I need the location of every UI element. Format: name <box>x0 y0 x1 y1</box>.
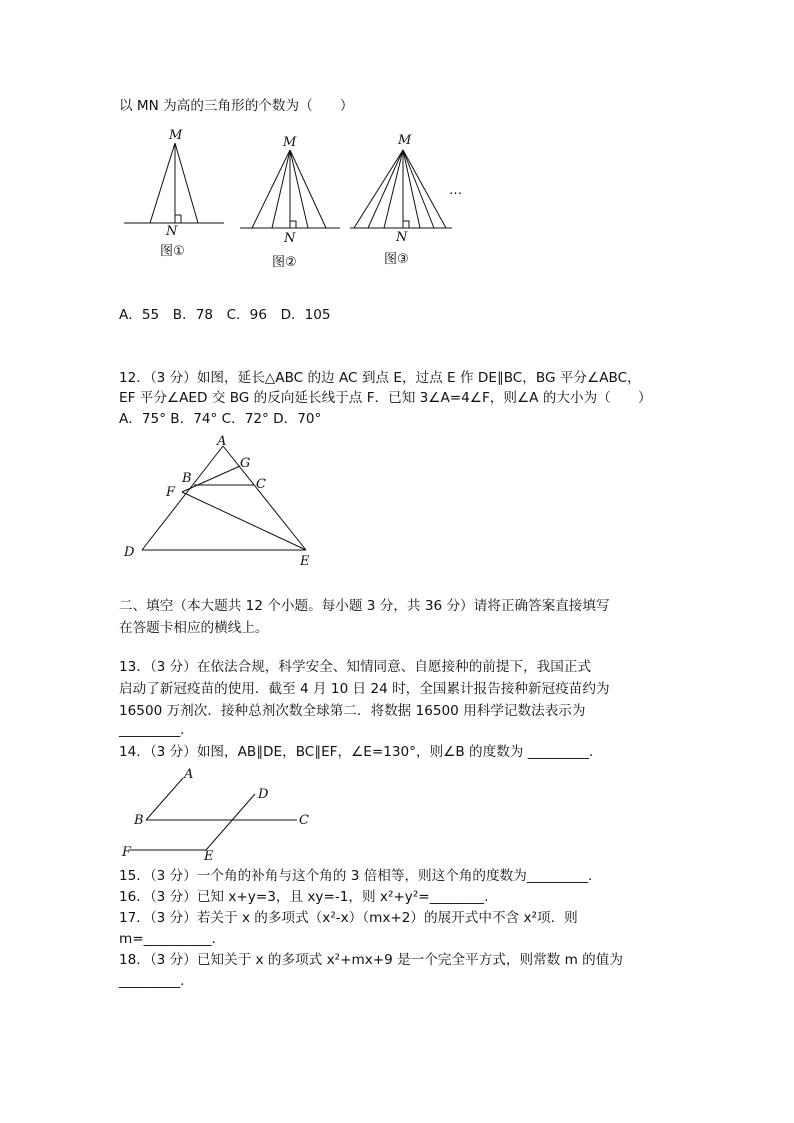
q12-options: A．75° B．74° C．72° D．70° <box>119 411 322 427</box>
q14-figure <box>120 764 320 864</box>
caption-fig3: 图③ <box>384 252 409 267</box>
label-M: M <box>398 133 412 148</box>
q13-line1: 13．（3 分）在依法合规，科学安全、知情同意、自愿接种的前提下，我国正式 <box>119 659 592 675</box>
q15-text: 15．（3 分）一个角的补角与这个角的 3 倍相等，则这个角的度数为_________. <box>119 868 593 884</box>
q11-stem: 以 MN 为高的三角形的个数为（ ） <box>119 98 354 114</box>
label-B: B <box>134 813 144 828</box>
q12-line2: EF 平分∠AED 交 BG 的反向延长线于点 F．已知 3∠A=4∠F，则∠A 的大小为（ ） <box>119 390 652 406</box>
q11-figure-2 <box>238 130 348 275</box>
q13-line3: 16500 万剂次．接种总剂次数全球第二．将数据 16500 用科学记数法表示为 <box>119 703 586 719</box>
label-B: B <box>182 471 192 486</box>
label-M: M <box>169 128 183 143</box>
label-A: A <box>217 434 227 449</box>
label-N: N <box>396 230 408 245</box>
q13-answer-blank: _________. <box>119 722 185 738</box>
label-C: C <box>256 477 266 492</box>
q18-line1: 18．（3 分）已知关于 x 的多项式 x²+mx+9 是一个完全平方式，则常数 m 的值为 <box>119 952 623 968</box>
label-N: N <box>284 231 296 246</box>
label-A: A <box>184 767 194 782</box>
label-C: C <box>299 813 309 828</box>
section2-line2: 在答题卡相应的横线上。 <box>119 620 269 636</box>
label-E: E <box>300 554 310 569</box>
section2-line1: 二、填空（本大题共 12 个小题。每小题 3 分，共 36 分）请将正确答案直接填写 <box>119 598 610 614</box>
label-F: F <box>166 485 176 500</box>
q13-line2: 启动了新冠疫苗的使用．截至 4 月 10 日 24 时，全国累计报告接种新冠疫苗约为 <box>119 681 610 697</box>
label-G: G <box>240 456 251 471</box>
q12-figure <box>120 432 330 572</box>
label-E: E <box>204 849 214 864</box>
label-N: N <box>166 224 178 239</box>
label-D: D <box>124 545 135 560</box>
label-D: D <box>258 787 269 802</box>
ellipsis: … <box>449 183 462 198</box>
q11-figure-3 <box>348 128 478 273</box>
q11-figure-1 <box>120 125 230 265</box>
q16-text: 16．（3 分）已知 x+y=3，且 xy=-1，则 x²+y²=________. <box>119 889 489 905</box>
q12-line1: 12．（3 分）如图，延长△ABC 的边 AC 到点 E，过点 E 作 DE∥BC，BG 平分∠ABC， <box>119 370 641 386</box>
q14-text: 14．（3 分）如图，AB∥DE，BC∥EF，∠E=130°，则∠B 的度数为 _________. <box>119 744 594 760</box>
caption-fig2: 图② <box>272 255 297 270</box>
q17-line1: 17．（3 分）若关于 x 的多项式（x²-x）（mx+2）的展开式中不含 x²项．则 <box>119 910 578 926</box>
q17-line2: m=__________. <box>119 931 216 947</box>
q18-line2: _________. <box>119 973 185 989</box>
caption-fig1: 图① <box>160 244 185 259</box>
label-M: M <box>283 135 297 150</box>
q11-options: A．55 B．78 C．96 D．105 <box>119 307 331 323</box>
label-F: F <box>122 845 132 860</box>
